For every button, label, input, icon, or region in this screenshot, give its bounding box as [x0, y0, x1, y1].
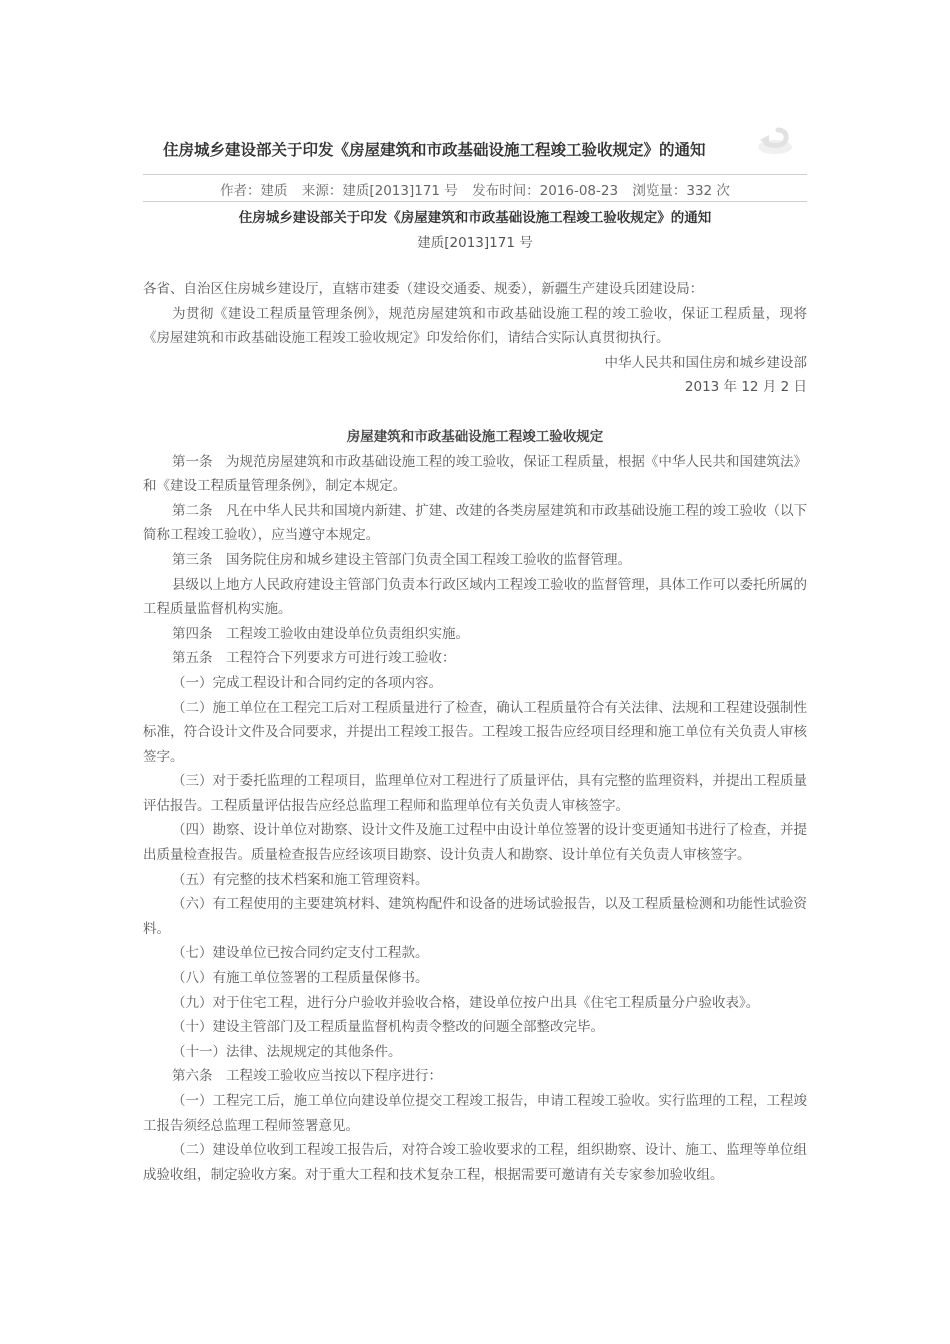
- regulation-paragraph: 第六条 工程竣工验收应当按以下程序进行：: [172, 1068, 442, 1085]
- regulation-paragraph: （三）对于委托监理的工程项目，监理单位对工程进行了质量评估，具有完整的监理资料，并提出工程质量评估报告。工程质量评估报告应经总监理工程师和监理单位有关负责人审核签字。: [143, 773, 807, 814]
- regulation-paragraph: （七）建设单位已按合同约定支付工程款。: [172, 945, 429, 962]
- regulation-paragraph: （二）建设单位收到工程竣工报告后，对符合竣工验收要求的工程，组织勘察、设计、施工、监理等单位组成验收组，制定验收方案。对于重大工程和技术复杂工程，根据需要可邀请有关专家参加验收组。: [143, 1142, 807, 1183]
- regulation-paragraph: （八）有施工单位签署的工程质量保修书。: [172, 970, 429, 987]
- meta-views: 浏览量：332 次: [632, 183, 730, 199]
- regulation-paragraph: （十一）法律、法规规定的其他条件。: [172, 1043, 402, 1060]
- regulation-paragraph: （四）勘察、设计单位对勘察、设计文件及施工过程中由设计单位签署的设计变更通知书进行了检查，并提出质量检查报告。质量检查报告应经该项目勘察、设计负责人和勘察、设计单位有关负责人审核签字。: [143, 822, 807, 864]
- meta-source: 来源：建质[2013]171 号: [301, 183, 458, 199]
- regulation-paragraph: 第三条 国务院住房和城乡建设主管部门负责全国工程竣工验收的监督管理。: [172, 551, 631, 568]
- regulation-paragraph: （六）有工程使用的主要建筑材料、建筑构配件和设备的进场试验报告，以及工程质量检测和功能性试验资料。: [143, 896, 807, 937]
- notice-title: 住房城乡建设部关于印发《房屋建筑和市政基础设施工程竣工验收规定》的通知: [238, 210, 712, 226]
- document-number: 建质[2013]171 号: [417, 235, 533, 251]
- regulation-paragraph: （二）施工单位在工程完工后对工程质量进行了检查，确认工程质量符合有关法律、法规和工程建设强制性标准，符合设计文件及合同要求，并提出工程竣工报告。工程竣工报告应经项目经理和施工单位有关负责人审核签字。: [143, 699, 807, 765]
- title-row: [143, 136, 807, 166]
- addressee: 各省、自治区住房城乡建设厅，直辖市建委（建设交通委、规委），新疆生产建设兵团建设局：: [143, 281, 704, 297]
- back-arrow-icon[interactable]: [751, 124, 793, 158]
- issue-date: 2013 年 12 月 2 日: [684, 379, 807, 396]
- regulation-paragraph: 第二条 凡在中华人民共和国境内新建、扩建、改建的各类房屋建筑和市政基础设施工程的竣工验收（以下简称工程竣工验收），应当遵守本规定。: [143, 502, 807, 544]
- divider-top: [143, 174, 807, 175]
- regulation-paragraph: （九）对于住宅工程，进行分户验收并验收合格，建设单位按户出具《住宅工程质量分户验收表》。: [172, 994, 760, 1011]
- regulation-paragraph: （十）建设主管部门及工程质量监督机构责令整改的问题全部整改完毕。: [172, 1019, 604, 1036]
- article-meta: [143, 179, 807, 199]
- regulation-paragraph: （一）完成工程设计和合同约定的各项内容。: [172, 674, 442, 691]
- page-title: 住房城乡建设部关于印发《房屋建筑和市政基础设施工程竣工验收规定》的通知: [163, 141, 706, 159]
- regulation-paragraph: （五）有完整的技术档案和施工管理资料。: [172, 871, 429, 888]
- divider-bottom: [143, 201, 807, 202]
- regulation-paragraph: 第五条 工程符合下列要求方可进行竣工验收：: [172, 650, 456, 667]
- article-body: [143, 277, 807, 1187]
- meta-author: 作者：建质: [220, 183, 288, 199]
- meta-published: 发布时间：2016-08-23: [472, 183, 619, 199]
- regulation-paragraph: 县级以上地方人民政府建设主管部门负责本行政区域内工程竣工验收的监督管理，具体工作可以委托所属的工程质量监督机构实施。: [143, 576, 807, 618]
- notice-body: 为贯彻《建设工程质量管理条例》，规范房屋建筑和市政基础设施工程的竣工验收，保证工程质量，现将《房屋建筑和市政基础设施工程竣工验收规定》印发给你们，请结合实际认真贯彻执行。: [143, 305, 807, 347]
- regulation-title: 房屋建筑和市政基础设施工程竣工验收规定: [346, 428, 604, 445]
- regulation-paragraph: 第一条 为规范房屋建筑和市政基础设施工程的竣工验收，保证工程质量，根据《中华人民共和国建筑法》和《建设工程质量管理条例》，制定本规定。: [143, 453, 807, 495]
- issuer: 中华人民共和国住房和城乡建设部: [604, 354, 807, 371]
- regulation-paragraph: 第四条 工程竣工验收由建设单位负责组织实施。: [172, 625, 469, 642]
- regulation-paragraph: （一）工程完工后，施工单位向建设单位提交工程竣工报告，申请工程竣工验收。实行监理的工程，工程竣工报告须经总监理工程师签署意见。: [143, 1093, 807, 1134]
